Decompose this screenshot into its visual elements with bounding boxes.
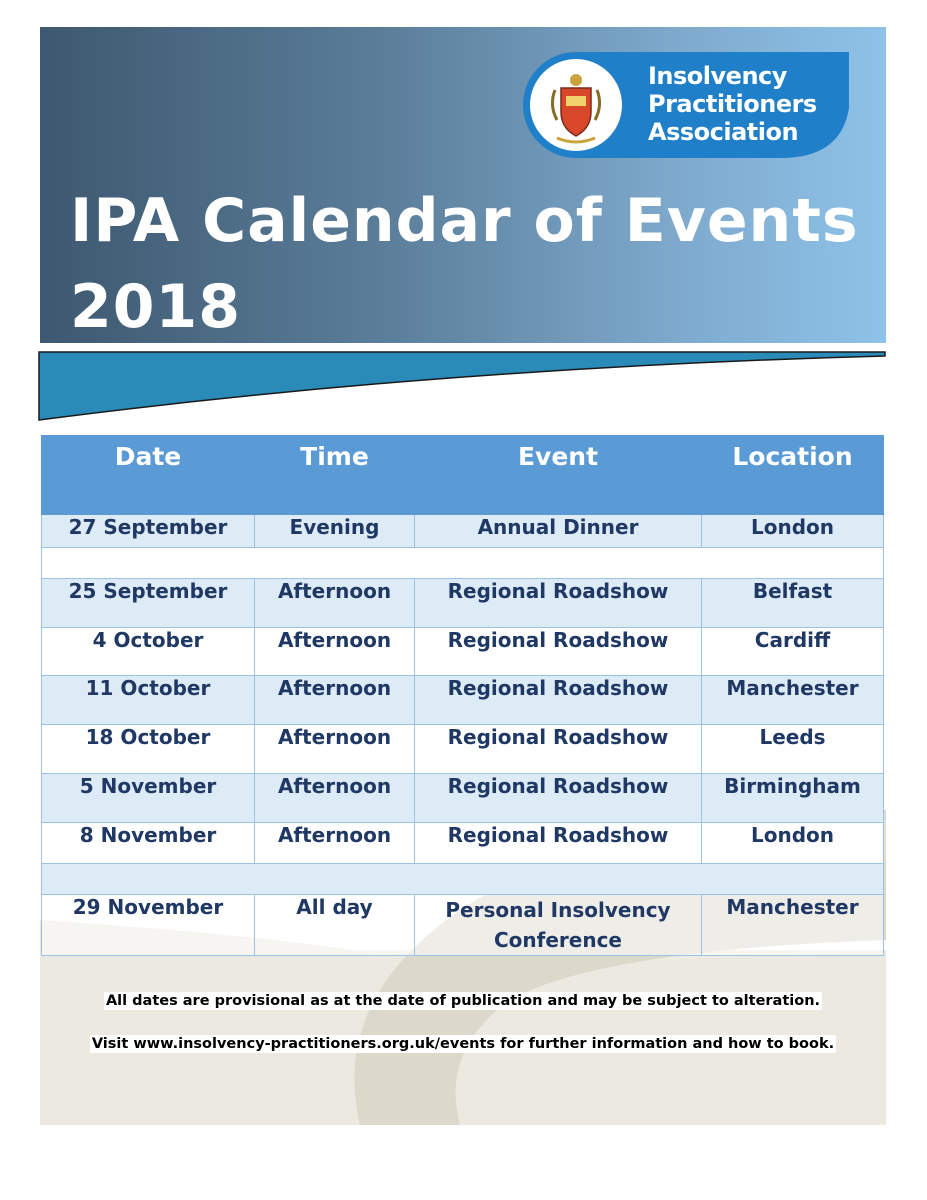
cell-date: 8 November <box>42 823 255 864</box>
cell-location: London <box>702 823 884 864</box>
cell-date: 11 October <box>42 676 255 725</box>
table-row <box>42 895 884 956</box>
cell-time: Afternoon <box>255 774 415 823</box>
cell-date: 27 September <box>42 515 255 548</box>
cell-event: Personal Insolvency Conference <box>415 895 702 956</box>
cell-location: Cardiff <box>702 628 884 676</box>
cell-time: Afternoon <box>255 823 415 864</box>
table-row <box>42 676 884 725</box>
cell-date: 4 October <box>42 628 255 676</box>
table-row <box>42 823 884 864</box>
cell-date: 29 November <box>42 895 255 956</box>
cell-time: Afternoon <box>255 628 415 676</box>
cell-event: Regional Roadshow <box>415 774 702 823</box>
cell-date: 5 November <box>42 774 255 823</box>
header-location: Location <box>702 436 884 515</box>
table-row <box>42 725 884 774</box>
logo-line-1: Insolvency <box>648 62 787 90</box>
cell-time: Afternoon <box>255 579 415 628</box>
cell-time: All day <box>255 895 415 956</box>
cell-location: Manchester <box>702 676 884 725</box>
provisional-note-text: All dates are provisional as at the date of publication and may be subject to alteration. <box>105 993 821 1009</box>
cell-event: Regional Roadshow <box>415 628 702 676</box>
header-time: Time <box>255 436 415 515</box>
cell-location: Leeds <box>702 725 884 774</box>
provisional-note <box>40 993 886 1009</box>
cell-time: Afternoon <box>255 725 415 774</box>
page-title <box>70 178 870 350</box>
cell-location: Manchester <box>702 895 884 956</box>
logo-wordmark <box>648 62 848 146</box>
cell-date: 18 October <box>42 725 255 774</box>
cell-event: Regional Roadshow <box>415 676 702 725</box>
cell-location: Birmingham <box>702 774 884 823</box>
spacer-row <box>42 548 884 579</box>
cell-event: Regional Roadshow <box>415 823 702 864</box>
cell-event: Regional Roadshow <box>415 725 702 774</box>
visit-note <box>40 1036 886 1052</box>
cell-event: Annual Dinner <box>415 515 702 548</box>
table-row <box>42 579 884 628</box>
cell-date: 25 September <box>42 579 255 628</box>
table-row <box>42 628 884 676</box>
spacer-row <box>42 864 884 895</box>
table-header-row <box>42 436 884 515</box>
logo-line-2: Practitioners <box>648 90 817 118</box>
cell-location: London <box>702 515 884 548</box>
table-row <box>42 515 884 548</box>
table-row <box>42 774 884 823</box>
cell-time: Afternoon <box>255 676 415 725</box>
visit-note-text: Visit www.insolvency-practitioners.org.uk/events for further information and how to book. <box>91 1036 835 1052</box>
decorative-swoosh <box>38 348 888 424</box>
header-event: Event <box>415 436 702 515</box>
title-line-1: IPA Calendar of Events <box>70 186 859 256</box>
cell-location: Belfast <box>702 579 884 628</box>
header-date: Date <box>42 436 255 515</box>
cell-event: Regional Roadshow <box>415 579 702 628</box>
events-table <box>41 435 884 956</box>
cell-time: Evening <box>255 515 415 548</box>
logo-line-3: Association <box>648 118 799 146</box>
title-line-2: 2018 <box>70 272 241 342</box>
